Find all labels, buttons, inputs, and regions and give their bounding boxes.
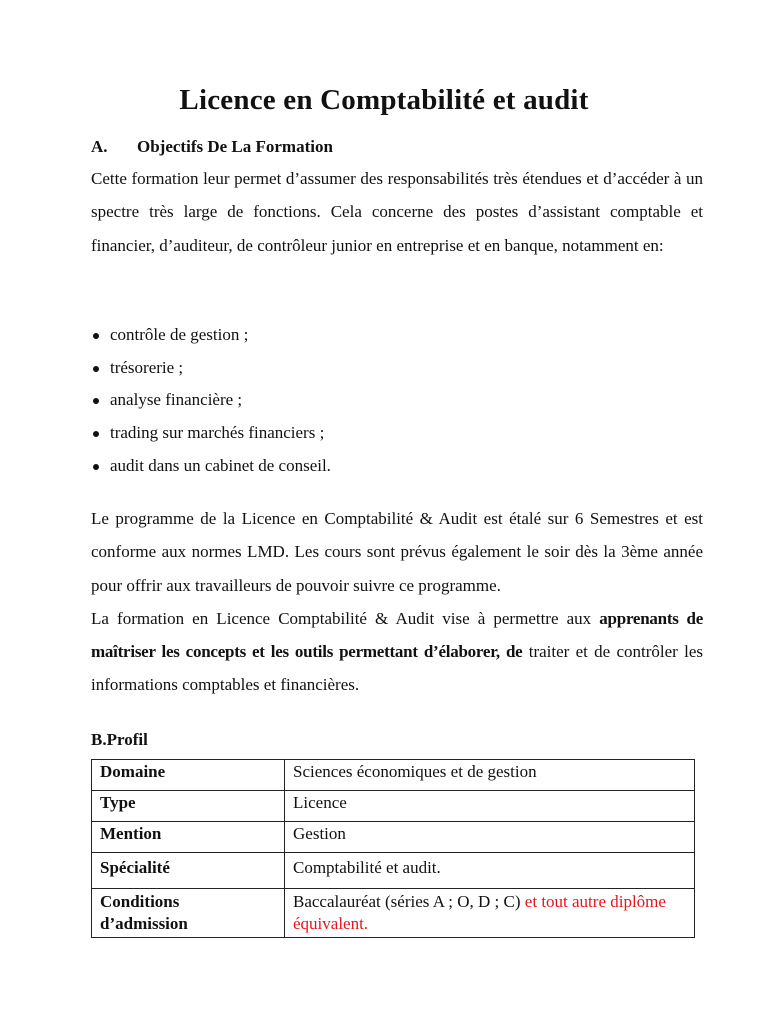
list-item [91, 417, 331, 450]
goal-text-end: traiter et de contrôler les informations comptables et financières. [91, 642, 704, 695]
table-row [92, 791, 695, 822]
table-row [92, 889, 695, 938]
section-a-heading [91, 137, 333, 157]
profile-table [91, 759, 695, 938]
list-item [91, 450, 331, 483]
table-row [92, 853, 695, 889]
table-row [92, 760, 695, 791]
bullet-icon [93, 333, 99, 339]
section-b-heading: B.Profil [91, 730, 148, 749]
table-key: Mention [92, 822, 285, 853]
list-item [91, 319, 331, 352]
list-item [91, 384, 331, 417]
table-key [92, 889, 285, 938]
table-key: Domaine [92, 760, 285, 791]
section-a-number: A. [91, 137, 108, 156]
list-item-text: trading sur marchés financiers ; [110, 423, 325, 443]
table-value [285, 889, 695, 938]
bullet-icon [93, 464, 99, 470]
table-value: Sciences économiques et de gestion [285, 760, 695, 791]
table-value: Licence [285, 791, 695, 822]
bullet-icon [93, 366, 99, 372]
list-item-text: contrôle de gestion ; [110, 325, 249, 344]
table-key: Spécialité [92, 853, 285, 889]
goal-paragraph [91, 602, 703, 702]
list-item-text: audit dans un cabinet de conseil. [110, 455, 331, 475]
table-value: Comptabilité et audit. [285, 853, 695, 889]
bullet-icon [93, 398, 99, 404]
table-key-line: d’admission [100, 914, 188, 933]
bullet-icon [93, 431, 99, 437]
table-key-line: Conditions [100, 892, 180, 911]
program-paragraph: Le programme de la Licence en Comptabilité & Audit est étalé sur 6 Semestres et est conforme aux normes LMD. Les cours sont prévus également le soir dès la 3ème année pour offrir aux travailleurs de pouvoir suivre ce programme. [91, 509, 703, 595]
list-item-text: trésorerie ; [110, 357, 184, 377]
table-row [92, 822, 695, 853]
document-title: Licence en Comptabilité et audit [179, 84, 589, 116]
list-item-text: analyse financière ; [110, 390, 243, 410]
goal-text-heavy: apprenants de maîtriser les concepts et les outils permettant d’élaborer, de [91, 608, 704, 662]
program-paragraphs [91, 502, 703, 702]
table-key: Type [92, 791, 285, 822]
list-item [91, 352, 331, 385]
intro-paragraph: Cette formation leur permet d’assumer des responsabilités très étendues et d’accéder à un spectre très large de fonctions. Cela concerne des postes d’assistant comptable et financier, d’auditeur, de contrôleur junior en entreprise et en banque, notamment en: [91, 169, 703, 255]
goal-text-start: La formation en Licence Comptabilité & Audit vise à permettre aux [91, 608, 592, 628]
admission-text: Baccalauréat (séries A ; O, D ; C) [293, 892, 521, 911]
section-a-title: Objectifs De La Formation [137, 137, 333, 156]
admission-text-highlight: et tout autre diplôme équivalent. [293, 892, 666, 933]
functions-list [91, 319, 331, 482]
table-value: Gestion [285, 822, 695, 853]
